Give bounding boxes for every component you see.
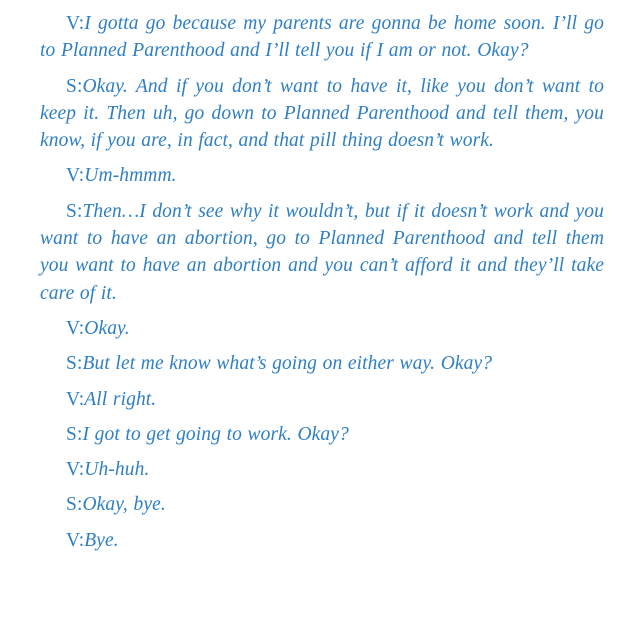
transcript-paragraph [40,421,604,448]
speech-text: I got to get going to work. Okay? [82,423,349,445]
speech-text: But let me know what’s going on either way. Okay? [82,353,493,375]
speaker-label: S: [66,200,83,222]
transcript-paragraph [40,73,604,155]
speaker-label: V: [66,459,85,481]
speech-text: Okay. And if you don’t want to have it, like you don’t want to keep it. Then uh, go down to Planned Parenthood and tell them, you know, if you are, in fact, and that pill thing doesn’t work. [40,75,604,152]
transcript-paragraph [40,527,604,554]
speech-text: I gotta go because my parents are gonna be home soon. I’ll go to Planned Parenthood and I’ll tell you if I am or not. Okay? [40,13,604,62]
speaker-label: V: [66,388,85,410]
speaker-label: S: [66,423,83,445]
speech-text: Okay, bye. [82,494,166,516]
transcript-paragraph [40,350,604,377]
transcript-paragraph [40,491,604,518]
transcript-paragraph [40,162,604,189]
speech-text: Uh-huh. [84,459,150,481]
transcript-paragraph [40,315,604,342]
speaker-label: V: [66,529,85,551]
transcript-paragraph [40,198,604,307]
speech-text: All right. [84,388,157,410]
transcript-body [40,10,604,554]
speaker-label: S: [66,353,83,375]
speech-text: Then…I don’t see why it wouldn’t, but if it doesn’t work and you want to have an abortion, go to Planned Parenthood and tell them you want to have an abortion and you can’t afford it and they’ll take care of it. [40,200,604,304]
speaker-label: S: [66,494,83,516]
transcript-paragraph [40,386,604,413]
transcript-paragraph [40,456,604,483]
speech-text: Okay. [84,317,130,339]
speaker-label: V: [66,165,85,187]
speech-text: Bye. [84,529,119,551]
transcript-paragraph [40,10,604,65]
speaker-label: V: [66,317,85,339]
speaker-label: V: [66,13,85,34]
speech-text: Um-hmmm. [84,165,177,187]
speaker-label: S: [66,75,83,97]
